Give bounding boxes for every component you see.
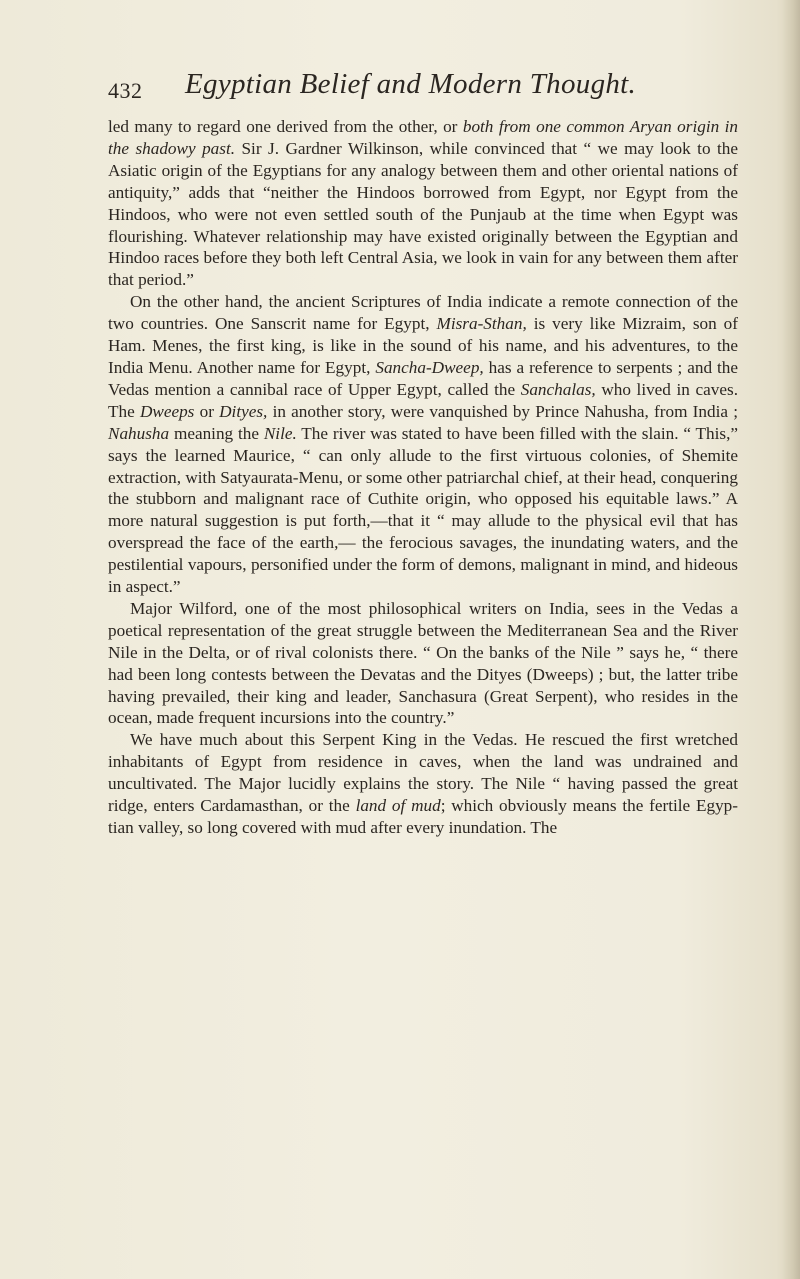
text-run: led many to regard one derived from the other, or	[108, 117, 463, 136]
text-run: The river was stated to have been filled with the slain. “ This,” says the learned Maurice, “ can only allude to the first virtuous colonies, of Shemite extraction, with Satyaurata-Menu, or some other patriarchal chief, at their head, conquering the stubborn and malignant race of Cuthite origin, who opposed his equitable laws.” A more natural suggestion is put forth,—that it “ may allude to the physical evil that has overspread the face of the earth,— the ferocious savages, the inundating waters, and the pestilential vapours, personified under the form of demons, malignant in mind, and hideous in aspect.”	[108, 423, 738, 597]
text-run: in another story, were vanquished by Prince Nahusha, from India ;	[267, 401, 738, 421]
text-run: is very like Mizraim, son of Ham. Menes, the first king, is like in the sound of his name, and his adventures, to the India Menu. Another name for Egypt,	[108, 314, 739, 377]
italic-text: Dityes,	[219, 401, 268, 421]
page-number: 432	[108, 78, 143, 103]
running-title: Egyptian Belief and Modern Thought.	[185, 68, 637, 100]
text-run: Major Wilford, one of the most philosophical writers on India, sees in the Vedas a poetical representation of the great struggle between the Mediterranean Sea and the River Nile in the Delta, or of rival colonists there. “ On the banks of the Nile ” says he, “ there had been long contests between the Devatas and the Dityes (Dweeps) ; but, the latter tribe having prevailed, their king and leader, Sanchasura (Great Serpent), who resides in the ocean, made frequent incursions into the country.”	[108, 598, 738, 728]
text-run: On the other hand, the ancient Scriptures of India indicate a remote connection of the two countries. One Sanscrit name for Egypt,	[108, 292, 738, 334]
text-run: Sir J. Gardner Wilkinson, while convinced that “ we may look to the Asiatic origin of the Egyptians for any analogy between them and other oriental nations of antiquity,” adds that “neither the Hindoos borrowed from Egypt, nor Egypt from the Hindoos, who were not even settled south of the Punjaub at the time when Egypt was flourishing. Whatever relationship may have existed originally between the Egyptian and Hindoo races before they both left Central Asia, we look in vain for any between them after that period.”	[108, 138, 739, 290]
text-run: ; which obviously means the fertile Egyptian valley, so long covered with mud after every inundation. The	[108, 796, 738, 837]
text-run: We have much about this Serpent King in the Vedas. He rescued the first wretched inhabitants of Egypt from residence in caves, when the land was undrained and uncultivated. The Major lucidly explains the story. The Nile “ having passed the great ridge, enters Cardamasthan, or the	[108, 730, 738, 816]
text-run: meaning the	[169, 423, 264, 443]
italic-text: Sancha-Dweep,	[375, 357, 484, 377]
text-run: has a reference to serpents ; and the Vedas mention a cannibal race of Upper Egypt, called the	[108, 357, 738, 399]
italic-text: Nahusha	[108, 423, 170, 443]
body-text	[108, 116, 738, 839]
italic-text: land of mud	[355, 796, 441, 816]
italic-text: Dweeps	[139, 401, 195, 421]
paragraph	[108, 116, 738, 291]
italic-text: both from one common Aryan origin in the shadowy past.	[108, 117, 738, 158]
paragraph	[108, 291, 738, 598]
page-header	[108, 68, 728, 108]
paragraph	[108, 729, 738, 839]
italic-text: Misra-Sthan,	[436, 314, 527, 334]
text-run: or	[194, 401, 220, 421]
italic-text: Nile.	[263, 423, 297, 443]
page-edge-shadow	[782, 0, 800, 1279]
italic-text: Sanchalas,	[520, 379, 596, 399]
paragraph	[108, 598, 738, 729]
text-run: who lived in caves. The	[108, 379, 738, 421]
